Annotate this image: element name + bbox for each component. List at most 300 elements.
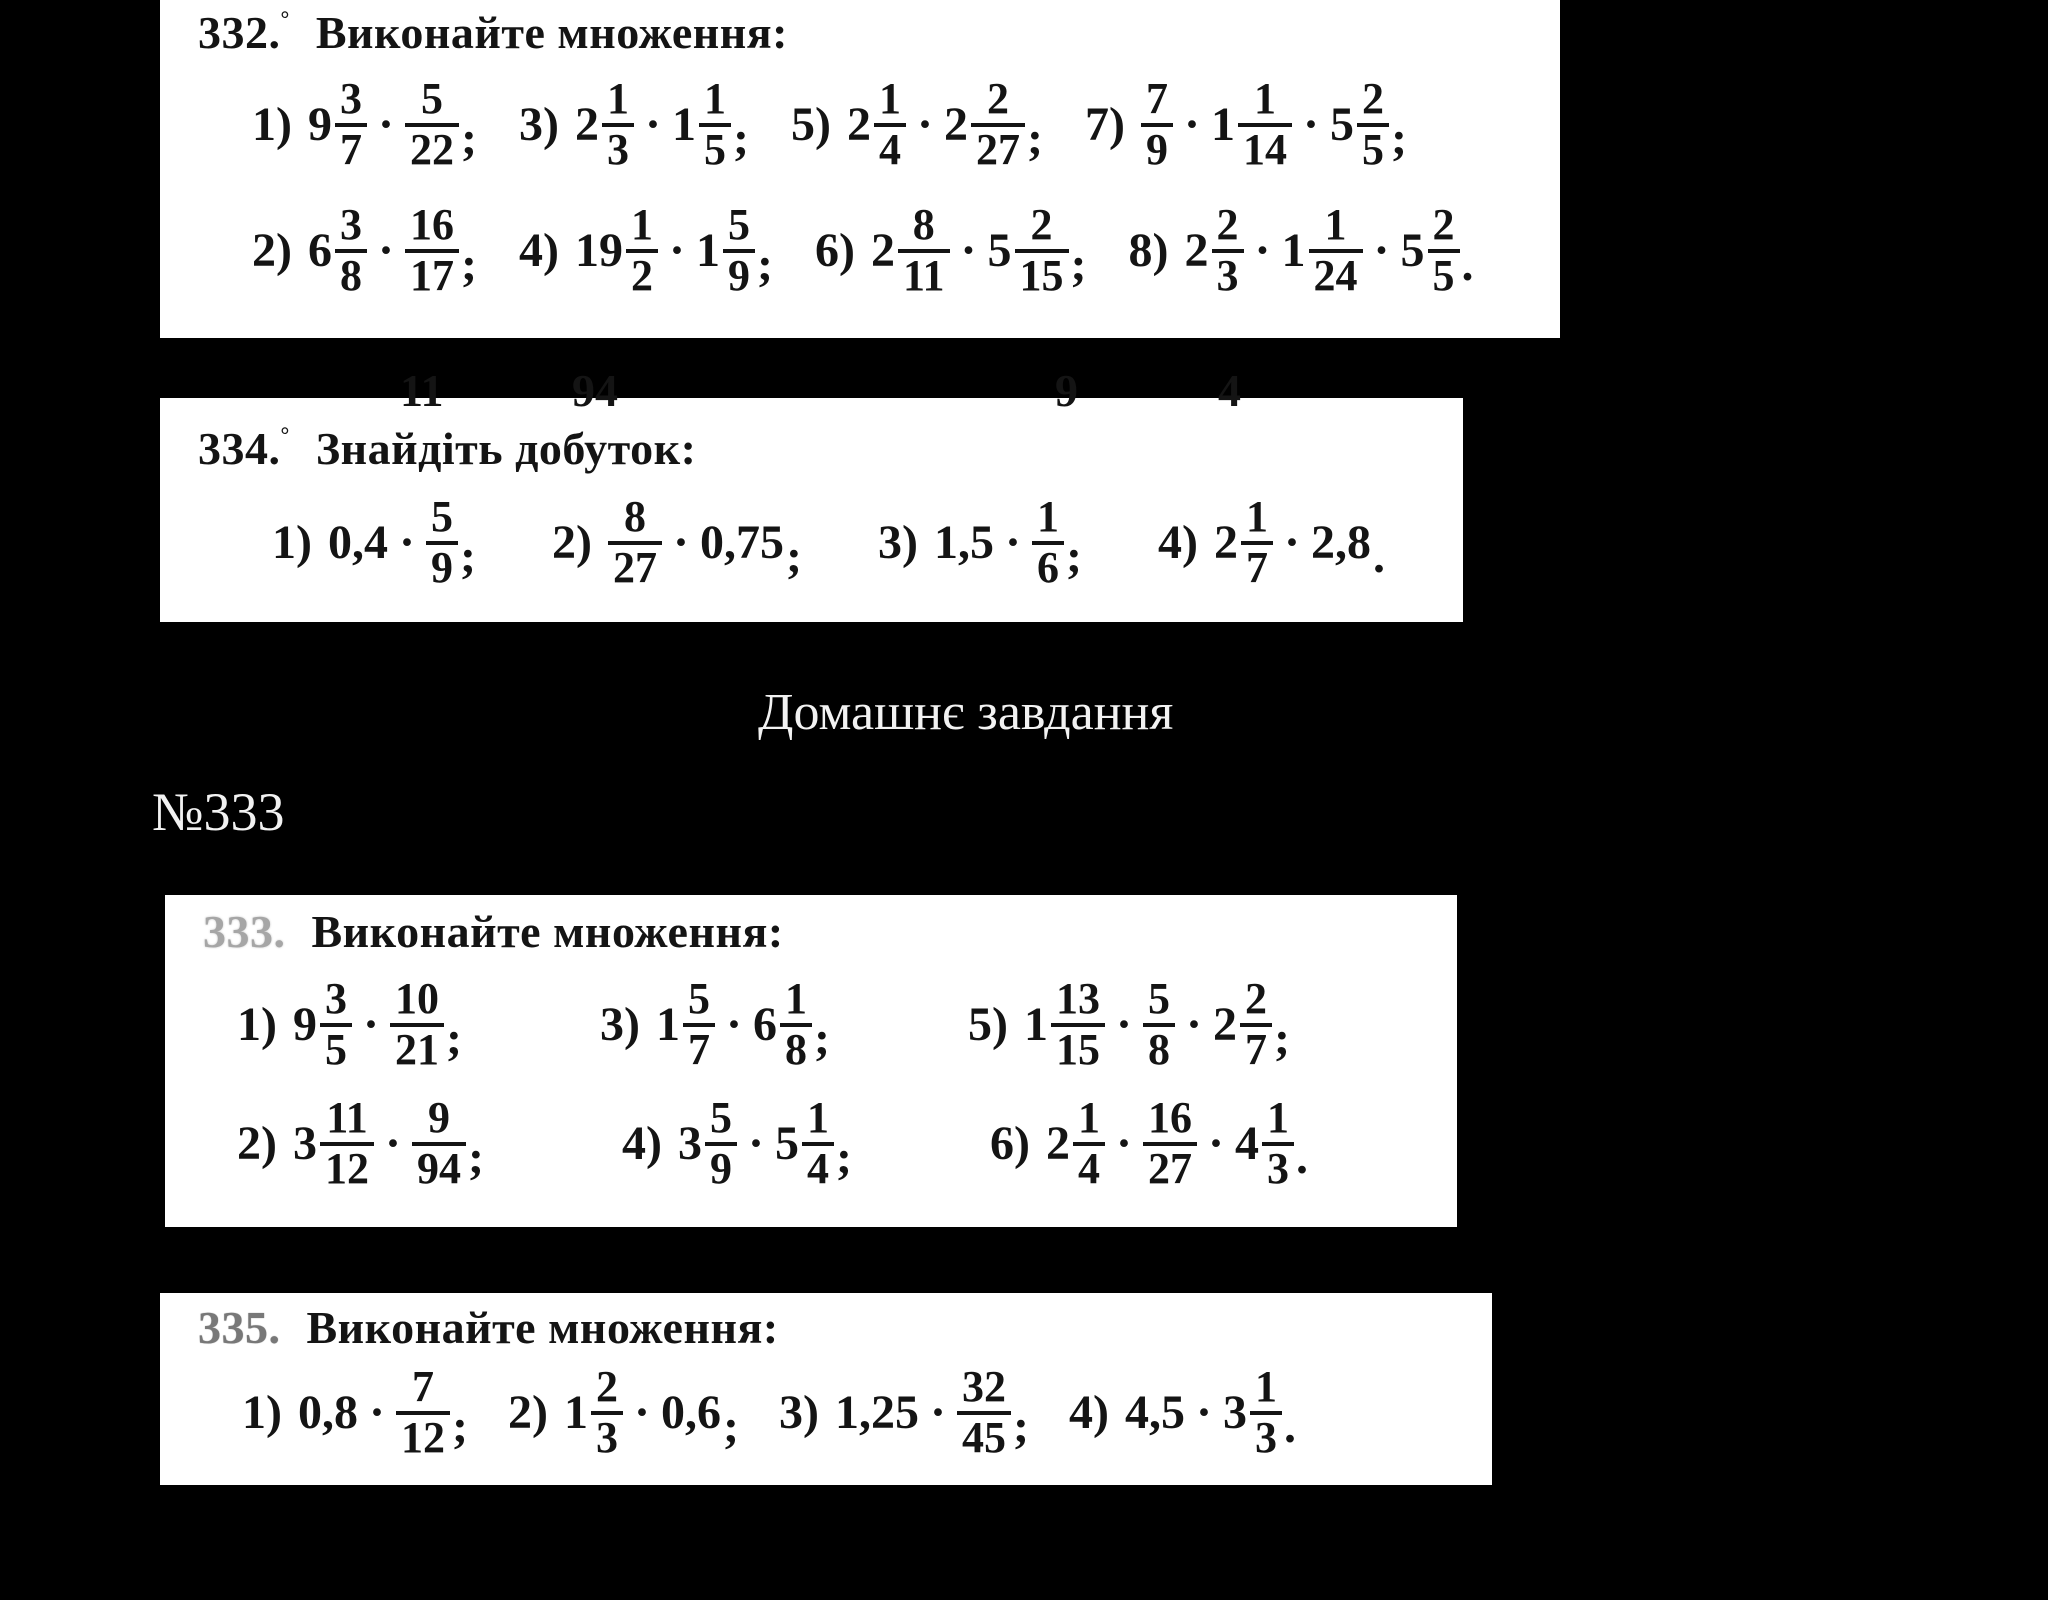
- end-punctuation: ;: [756, 237, 773, 291]
- fraction: [1428, 199, 1460, 300]
- numerator: 2: [1361, 73, 1384, 123]
- problem-label: 4): [518, 223, 559, 277]
- denominator: 3: [1262, 1142, 1294, 1189]
- denominator: 9: [426, 541, 458, 588]
- fraction: [1309, 199, 1363, 300]
- problem-4: [1068, 1361, 1296, 1463]
- whole-part: 2: [943, 97, 968, 151]
- mixed-number: [1222, 1361, 1282, 1463]
- denominator: 5: [1428, 249, 1460, 296]
- multiplication-dot: ·: [1115, 1116, 1132, 1170]
- cropped-glyph: [1055, 365, 1078, 416]
- cropped-glyph-text: 11: [400, 365, 444, 416]
- problem-row: [165, 973, 1457, 1075]
- numerator: 10: [395, 973, 439, 1023]
- problem-row: [160, 199, 1560, 300]
- denominator: 9: [705, 1142, 737, 1189]
- problem-6: [814, 199, 1087, 300]
- mixed-number: [292, 1092, 374, 1193]
- denominator: 94: [412, 1142, 466, 1189]
- numerator: 2: [595, 1361, 618, 1411]
- mixed-number: [1184, 199, 1244, 300]
- whole-part: 1: [671, 97, 696, 151]
- denominator: 9: [723, 249, 755, 296]
- numerator: 1: [1253, 73, 1276, 123]
- denominator: 5: [1357, 123, 1389, 170]
- denominator: 2: [626, 249, 658, 296]
- mixed-number: [1212, 973, 1272, 1075]
- whole-part: 1: [1210, 97, 1235, 151]
- problem-3: [599, 973, 830, 1075]
- fraction: [1015, 199, 1069, 300]
- numerator: 8: [623, 491, 646, 541]
- multiplication-dot: ·: [747, 1116, 764, 1170]
- number: 0,6: [660, 1385, 721, 1439]
- whole-part: 5: [774, 1116, 799, 1170]
- problem-label: 4): [1068, 1385, 1109, 1439]
- multiplication-dot: ·: [1254, 223, 1271, 277]
- denominator: 24: [1309, 249, 1363, 296]
- cropped-glyph-text: 9: [1055, 365, 1078, 416]
- multiplication-dot: ·: [1183, 97, 1200, 151]
- mixed-number: [1045, 1092, 1105, 1193]
- mixed-number: [1329, 73, 1389, 175]
- degree-mark: °: [280, 6, 290, 31]
- numerator: 2: [1432, 199, 1455, 249]
- whole-part: 2: [870, 223, 895, 277]
- fraction: [320, 973, 352, 1075]
- denominator: 6: [1032, 541, 1064, 588]
- denominator: 3: [1212, 249, 1244, 296]
- problem-5: [790, 73, 1043, 175]
- numerator: 1: [1036, 491, 1059, 541]
- fraction: [1241, 491, 1273, 593]
- mixed-number: [1400, 199, 1460, 300]
- whole-part: 1: [655, 997, 680, 1051]
- denominator: 7: [1241, 541, 1273, 588]
- problem-row: [160, 73, 1560, 175]
- problem-label: 2): [507, 1385, 548, 1439]
- problem-label: 3): [599, 997, 640, 1051]
- fraction: [426, 491, 458, 593]
- problem-2: [252, 199, 477, 300]
- whole-part: 5: [1400, 223, 1425, 277]
- problem-label: 2): [551, 515, 592, 569]
- numerator: 5: [727, 199, 750, 249]
- fraction: [1051, 973, 1105, 1075]
- numerator: 5: [431, 491, 453, 541]
- fraction: [320, 1092, 374, 1193]
- problem-label: 4): [621, 1116, 662, 1170]
- problem-label: 1): [272, 515, 312, 569]
- numerator: 1: [878, 73, 901, 123]
- multiplication-dot: ·: [1207, 1116, 1224, 1170]
- problem-label: 1): [242, 1385, 282, 1439]
- denominator: 21: [390, 1023, 444, 1070]
- whole-part: 2: [846, 97, 871, 151]
- fraction: [412, 1092, 466, 1193]
- problem-row: [165, 1092, 1457, 1193]
- whole-part: 9: [307, 97, 332, 151]
- fraction: [1250, 1361, 1282, 1463]
- fraction: [874, 73, 906, 175]
- exercise-title: Виконайте множення:: [306, 1302, 779, 1353]
- numerator: 1: [606, 73, 629, 123]
- number: 1,25: [834, 1385, 919, 1439]
- multiplication-dot: ·: [362, 997, 379, 1051]
- whole-part: 2: [574, 97, 599, 151]
- whole-part: 5: [1329, 97, 1354, 151]
- exercise-block-333: [165, 895, 1457, 1227]
- end-punctuation: ;: [1273, 1011, 1290, 1065]
- whole-part: 1: [1281, 223, 1306, 277]
- numerator: 8: [912, 199, 935, 249]
- end-punctuation: .: [1372, 529, 1385, 583]
- fraction: [1238, 73, 1292, 175]
- problem-row: [160, 491, 1463, 593]
- whole-part: 6: [752, 997, 777, 1051]
- problem-label: 1): [252, 97, 292, 151]
- problem-label: 8): [1128, 223, 1169, 277]
- number: 0,8: [297, 1385, 358, 1439]
- fraction: [591, 1361, 623, 1463]
- fraction: [335, 73, 367, 175]
- numerator: 1: [1077, 1092, 1100, 1142]
- cropped-glyph-text: 4: [1218, 365, 1241, 416]
- exercise-title: Знайдіть добуток:: [315, 423, 697, 474]
- whole-part: 3: [292, 1116, 317, 1170]
- whole-part: 2: [1213, 515, 1238, 569]
- whole-part: 1: [1023, 997, 1048, 1051]
- denominator: 27: [1143, 1142, 1197, 1189]
- number: 4,5: [1124, 1385, 1185, 1439]
- end-punctuation: ;: [1390, 111, 1407, 165]
- mixed-number: [752, 973, 812, 1075]
- fraction: [396, 1361, 450, 1463]
- whole-part: 2: [1184, 223, 1209, 277]
- whole-part: 3: [677, 1116, 702, 1170]
- numerator: 3: [324, 973, 347, 1023]
- fraction: [802, 1092, 834, 1193]
- fraction: [1141, 73, 1173, 175]
- numerator: 1: [1254, 1361, 1277, 1411]
- numerator: 7: [412, 1361, 434, 1411]
- exercise-heading: [198, 8, 1560, 59]
- fraction: [405, 73, 459, 175]
- numerator: 2: [1216, 199, 1239, 249]
- whole-part: 2: [1212, 997, 1237, 1051]
- problem-label: 6): [814, 223, 855, 277]
- mixed-number: [307, 199, 367, 300]
- multiplication-dot: ·: [1185, 997, 1202, 1051]
- problem-label: 2): [237, 1116, 277, 1170]
- end-punctuation: ;: [1065, 529, 1082, 583]
- fraction: [335, 199, 367, 300]
- mixed-number: [870, 199, 950, 300]
- numerator: 2: [986, 73, 1009, 123]
- whole-part: 9: [292, 997, 317, 1051]
- mixed-number: [1210, 73, 1292, 175]
- denominator: 27: [971, 123, 1025, 170]
- end-punctuation: ;: [835, 1130, 852, 1184]
- numerator: 5: [1147, 973, 1170, 1023]
- denominator: 7: [683, 1023, 715, 1070]
- problem-1: [242, 1361, 468, 1463]
- mixed-number: [307, 73, 367, 175]
- multiplication-dot: ·: [377, 223, 394, 277]
- problem-7: [1084, 73, 1407, 175]
- degree-mark: °: [280, 422, 290, 447]
- whole-part: 4: [1234, 1116, 1259, 1170]
- denominator: 22: [405, 123, 459, 170]
- end-punctuation: .: [1295, 1130, 1308, 1184]
- denominator: 7: [1240, 1023, 1272, 1070]
- problem-4: [621, 1092, 852, 1193]
- multiplication-dot: ·: [1004, 515, 1021, 569]
- problem-label: 3): [877, 515, 918, 569]
- end-punctuation: ;: [1070, 237, 1087, 291]
- fraction: [1143, 973, 1175, 1075]
- numerator: 1: [703, 73, 726, 123]
- fraction: [390, 973, 444, 1075]
- denominator: 5: [320, 1023, 352, 1070]
- numerator: 11: [326, 1092, 368, 1142]
- end-punctuation: ;: [1012, 1399, 1029, 1453]
- denominator: 5: [699, 123, 731, 170]
- multiplication-dot: ·: [668, 223, 685, 277]
- numerator: 13: [1055, 973, 1100, 1023]
- homework-heading: Домашнє завдання: [758, 684, 1174, 741]
- problem-2: [237, 1092, 484, 1193]
- cropped-glyph: [400, 365, 444, 416]
- numerator: 1: [1266, 1092, 1289, 1142]
- number: 0,75: [699, 515, 784, 569]
- problem-label: 3): [778, 1385, 819, 1439]
- whole-part: 2: [1045, 1116, 1070, 1170]
- multiplication-dot: ·: [1283, 515, 1300, 569]
- multiplication-dot: ·: [1373, 223, 1390, 277]
- problem-label: 7): [1084, 97, 1125, 151]
- denominator: 7: [335, 123, 367, 170]
- multiplication-dot: ·: [1302, 97, 1319, 151]
- problem-5: [967, 973, 1290, 1075]
- problem-label: 2): [252, 223, 292, 277]
- denominator: 3: [1250, 1411, 1282, 1458]
- end-punctuation: ;: [460, 529, 476, 583]
- problem-label: 3): [518, 97, 559, 151]
- problem-label: 5): [967, 997, 1008, 1051]
- fraction: [1212, 199, 1244, 300]
- exercise-number: 332.°: [198, 6, 290, 58]
- mixed-number: [774, 1092, 834, 1193]
- multiplication-dot: ·: [644, 97, 661, 151]
- fraction: [602, 73, 634, 175]
- end-punctuation: ;: [813, 1011, 830, 1065]
- problem-1: [252, 73, 477, 175]
- multiplication-dot: ·: [377, 97, 394, 151]
- mixed-number: [1234, 1092, 1294, 1193]
- fraction: [705, 1092, 737, 1193]
- problem-label: 5): [790, 97, 831, 151]
- numerator: 5: [421, 73, 443, 123]
- end-punctuation: ;: [722, 1399, 739, 1453]
- mixed-number: [574, 73, 634, 175]
- fraction: [1143, 1092, 1197, 1193]
- multiplication-dot: ·: [725, 997, 742, 1051]
- numerator: 5: [687, 973, 710, 1023]
- problem-3: [778, 1361, 1029, 1463]
- number: 2,8: [1310, 515, 1371, 569]
- numerator: 1: [1245, 491, 1268, 541]
- end-punctuation: ;: [461, 111, 477, 165]
- end-punctuation: ;: [785, 529, 802, 583]
- end-punctuation: ;: [461, 237, 477, 291]
- whole-part: 1: [563, 1385, 588, 1439]
- multiplication-dot: ·: [1115, 997, 1132, 1051]
- cropped-glyph: [1218, 365, 1241, 416]
- exercise-heading: [198, 1303, 1492, 1354]
- mixed-number: [655, 973, 715, 1075]
- numerator: 1: [630, 199, 653, 249]
- denominator: 8: [780, 1023, 812, 1070]
- numerator: 3: [339, 73, 362, 123]
- denominator: 4: [874, 123, 906, 170]
- fraction: [957, 1361, 1011, 1463]
- denominator: 15: [1015, 249, 1069, 296]
- multiplication-dot: ·: [960, 223, 977, 277]
- exercise-block-332: [160, 0, 1560, 338]
- problem-8: [1128, 199, 1474, 300]
- numerator: 1: [1324, 199, 1347, 249]
- multiplication-dot: ·: [384, 1116, 401, 1170]
- denominator: 9: [1141, 123, 1173, 170]
- fraction: [699, 73, 731, 175]
- mixed-number: [1281, 199, 1363, 300]
- problem-2: [551, 491, 802, 593]
- denominator: 4: [802, 1142, 834, 1189]
- problem-label: 4): [1157, 515, 1198, 569]
- end-punctuation: ;: [446, 1011, 462, 1065]
- exercise-heading: [198, 424, 1463, 475]
- denominator: 11: [898, 249, 950, 296]
- numerator: 2: [1030, 199, 1053, 249]
- problem-label: 6): [989, 1116, 1030, 1170]
- denominator: 17: [405, 249, 459, 296]
- mixed-number: [943, 73, 1025, 175]
- whole-part: 6: [307, 223, 332, 277]
- problem-1: [272, 491, 476, 593]
- whole-part: 1: [695, 223, 720, 277]
- exercise-number: 334.°: [198, 422, 290, 474]
- problem-1: [237, 973, 462, 1075]
- problem-6: [989, 1092, 1308, 1193]
- number: 1,5: [933, 515, 994, 569]
- denominator: 27: [608, 541, 662, 588]
- fraction: [971, 73, 1025, 175]
- mixed-number: [292, 973, 352, 1075]
- denominator: 8: [335, 249, 367, 296]
- number: 0,4: [327, 515, 388, 569]
- exercise-number: 333.: [203, 906, 286, 957]
- multiplication-dot: ·: [398, 515, 415, 569]
- end-punctuation: .: [1461, 237, 1474, 291]
- numerator: 32: [961, 1361, 1006, 1411]
- problem-3: [877, 491, 1082, 593]
- homework-number: №333: [152, 782, 285, 842]
- exercise-number: 335.: [198, 1302, 281, 1353]
- denominator: 12: [320, 1142, 374, 1189]
- end-punctuation: ;: [452, 1399, 468, 1453]
- exercise-heading: [203, 907, 1457, 958]
- mixed-number: [563, 1361, 623, 1463]
- fraction: [683, 973, 715, 1075]
- denominator: 15: [1051, 1023, 1105, 1070]
- problem-4: [1157, 491, 1385, 593]
- cropped-glyph-text: 94: [572, 365, 618, 416]
- problem-3: [518, 73, 749, 175]
- exercise-block-335: [160, 1293, 1492, 1485]
- fraction: [780, 973, 812, 1075]
- multiplication-dot: ·: [633, 1385, 650, 1439]
- denominator: 3: [602, 123, 634, 170]
- mixed-number: [1023, 973, 1105, 1075]
- fraction: [1262, 1092, 1294, 1193]
- multiplication-dot: ·: [1195, 1385, 1212, 1439]
- fraction: [898, 199, 950, 300]
- problem-2: [507, 1361, 739, 1463]
- fraction: [1073, 1092, 1105, 1193]
- denominator: 14: [1238, 123, 1292, 170]
- denominator: 3: [591, 1411, 623, 1458]
- mixed-number: [695, 199, 755, 300]
- end-punctuation: ;: [468, 1130, 484, 1184]
- fraction: [405, 199, 459, 300]
- numerator: 16: [410, 199, 454, 249]
- problem-row: [160, 1361, 1492, 1463]
- denominator: 4: [1073, 1142, 1105, 1189]
- numerator: 1: [784, 973, 807, 1023]
- end-punctuation: .: [1283, 1399, 1296, 1453]
- whole-part: 5: [987, 223, 1012, 277]
- fraction: [1032, 491, 1064, 593]
- mixed-number: [574, 199, 658, 300]
- multiplication-dot: ·: [929, 1385, 946, 1439]
- fraction: [608, 491, 662, 593]
- mixed-number: [677, 1092, 737, 1193]
- exercise-title: Виконайте множення:: [311, 906, 784, 957]
- mixed-number: [1213, 491, 1273, 593]
- numerator: 1: [806, 1092, 829, 1142]
- fraction: [1357, 73, 1389, 175]
- end-punctuation: ;: [1026, 111, 1043, 165]
- fraction: [723, 199, 755, 300]
- problem-4: [518, 199, 773, 300]
- multiplication-dot: ·: [916, 97, 933, 151]
- denominator: 45: [957, 1411, 1011, 1458]
- cropped-glyph: [572, 365, 618, 416]
- mixed-number: [671, 73, 731, 175]
- multiplication-dot: ·: [672, 515, 689, 569]
- numerator: 2: [1244, 973, 1267, 1023]
- multiplication-dot: ·: [368, 1385, 385, 1439]
- denominator: 12: [396, 1411, 450, 1458]
- numerator: 5: [709, 1092, 732, 1142]
- whole-part: 19: [574, 223, 623, 277]
- mixed-number: [987, 199, 1069, 300]
- fraction: [626, 199, 658, 300]
- exercise-block-334: [160, 365, 1463, 622]
- numerator: 16: [1147, 1092, 1192, 1142]
